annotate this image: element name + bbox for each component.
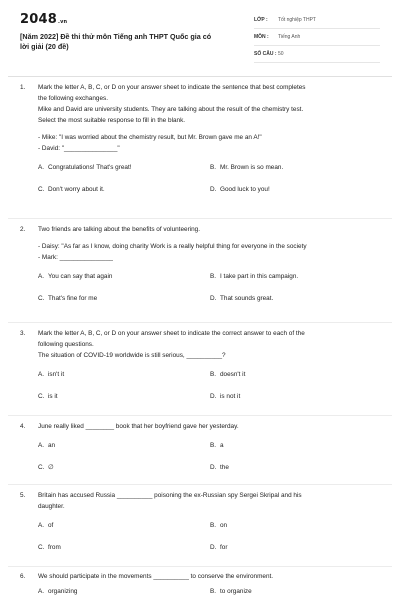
question-separator	[8, 484, 392, 485]
question-number: 2.	[20, 226, 26, 233]
dialog-line: - Daisy: "As far as I know, doing charity Work is a really helpful thing for everyone in the society	[38, 243, 307, 250]
option-b[interactable]: B. on	[210, 522, 228, 529]
option-b[interactable]: B. to organize	[210, 588, 252, 595]
option-d[interactable]: D. That sounds great.	[210, 295, 274, 302]
question-text: following questions.	[38, 341, 94, 348]
dialog-line: - David: "_______________"	[38, 145, 120, 152]
option-a[interactable]: A. You can say that again	[38, 273, 113, 280]
option-a[interactable]: A. Congratulations! That's great!	[38, 164, 132, 171]
document-title: [Năm 2022] Đề thi thử môn Tiếng anh THPT Quốc gia có lời giải (20 đề)	[20, 32, 212, 51]
question-number: 3.	[20, 330, 26, 337]
option-a[interactable]: A. organizing	[38, 588, 78, 595]
document-header	[20, 12, 380, 64]
option-a[interactable]: A. of	[38, 522, 54, 529]
option-c[interactable]: C. ∅	[38, 464, 54, 471]
option-a[interactable]: A. isn't it	[38, 371, 65, 378]
option-c[interactable]: C. Don't worry about it.	[38, 186, 105, 193]
option-d[interactable]: D. is not it	[210, 393, 241, 400]
question-2	[20, 224, 380, 315]
question-text: June really liked ________ book that her boyfriend gave her yesterday.	[38, 423, 239, 430]
option-b[interactable]: B. I take part in this campaign.	[210, 273, 299, 280]
question-separator	[8, 218, 392, 219]
meta-value: Tiếng Anh	[278, 34, 301, 40]
question-separator	[8, 322, 392, 323]
option-d[interactable]: D. the	[210, 464, 229, 471]
meta-value: Tốt nghiệp THPT	[278, 17, 316, 23]
dialog-line: - Mike: "I was worried about the chemistry result, but Mr. Brown gave me an A!"	[38, 134, 262, 141]
meta-value: 50	[278, 51, 284, 57]
meta-row-count	[254, 48, 380, 63]
option-b[interactable]: B. a	[210, 442, 224, 449]
option-c[interactable]: C. That's fine for me	[38, 295, 98, 302]
question-number: 5.	[20, 492, 26, 499]
question-text: Mark the letter A, B, C, or D on your answer sheet to indicate the sentence that best completes	[38, 84, 306, 91]
option-c[interactable]: C. from	[38, 544, 61, 551]
question-number: 4.	[20, 423, 26, 430]
site-logo[interactable]: 2048.vn	[20, 12, 68, 27]
option-a[interactable]: A. an	[38, 442, 56, 449]
question-6	[20, 571, 380, 608]
meta-key: SỐ CÂU :	[254, 51, 277, 57]
meta-row-subject	[254, 31, 380, 46]
question-3	[20, 328, 380, 413]
question-separator	[8, 415, 392, 416]
question-text: the following exchanges.	[38, 95, 108, 102]
question-text: Britain has accused Russia __________ poisoning the ex-Russian spy Sergei Skripal and his	[38, 492, 302, 499]
meta-key: LỚP :	[254, 17, 268, 23]
meta-key: MÔN :	[254, 34, 269, 40]
question-text: daughter.	[38, 503, 65, 510]
option-d[interactable]: D. for	[210, 544, 228, 551]
option-c[interactable]: C. is it	[38, 393, 58, 400]
question-4	[20, 421, 380, 484]
question-number: 6.	[20, 573, 26, 580]
question-separator	[8, 566, 392, 567]
meta-row-class	[254, 14, 380, 29]
question-1	[20, 82, 380, 206]
question-text: Select the most suitable response to fill in the blank.	[38, 117, 186, 124]
question-text: We should participate in the movements __________ to conserve the environment.	[38, 573, 274, 580]
question-text: The situation of COVID-19 worldwide is still serious, __________?	[38, 352, 226, 359]
question-text: Two friends are talking about the benefits of volunteering.	[38, 226, 200, 233]
option-b[interactable]: B. doesn't it	[210, 371, 246, 378]
question-text: Mark the letter A, B, C, or D on your answer sheet to indicate the correct answer to each of the	[38, 330, 305, 337]
header-divider	[8, 76, 392, 77]
question-text: Mike and David are university students. They are talking about the result of the chemistry test.	[38, 106, 304, 113]
meta-panel	[254, 14, 380, 65]
dialog-line: - Mark: _______________	[38, 254, 113, 261]
question-number: 1.	[20, 84, 26, 91]
question-5	[20, 490, 380, 564]
option-b[interactable]: B. Mr. Brown is so mean.	[210, 164, 284, 171]
option-d[interactable]: D. Good luck to you!	[210, 186, 270, 193]
